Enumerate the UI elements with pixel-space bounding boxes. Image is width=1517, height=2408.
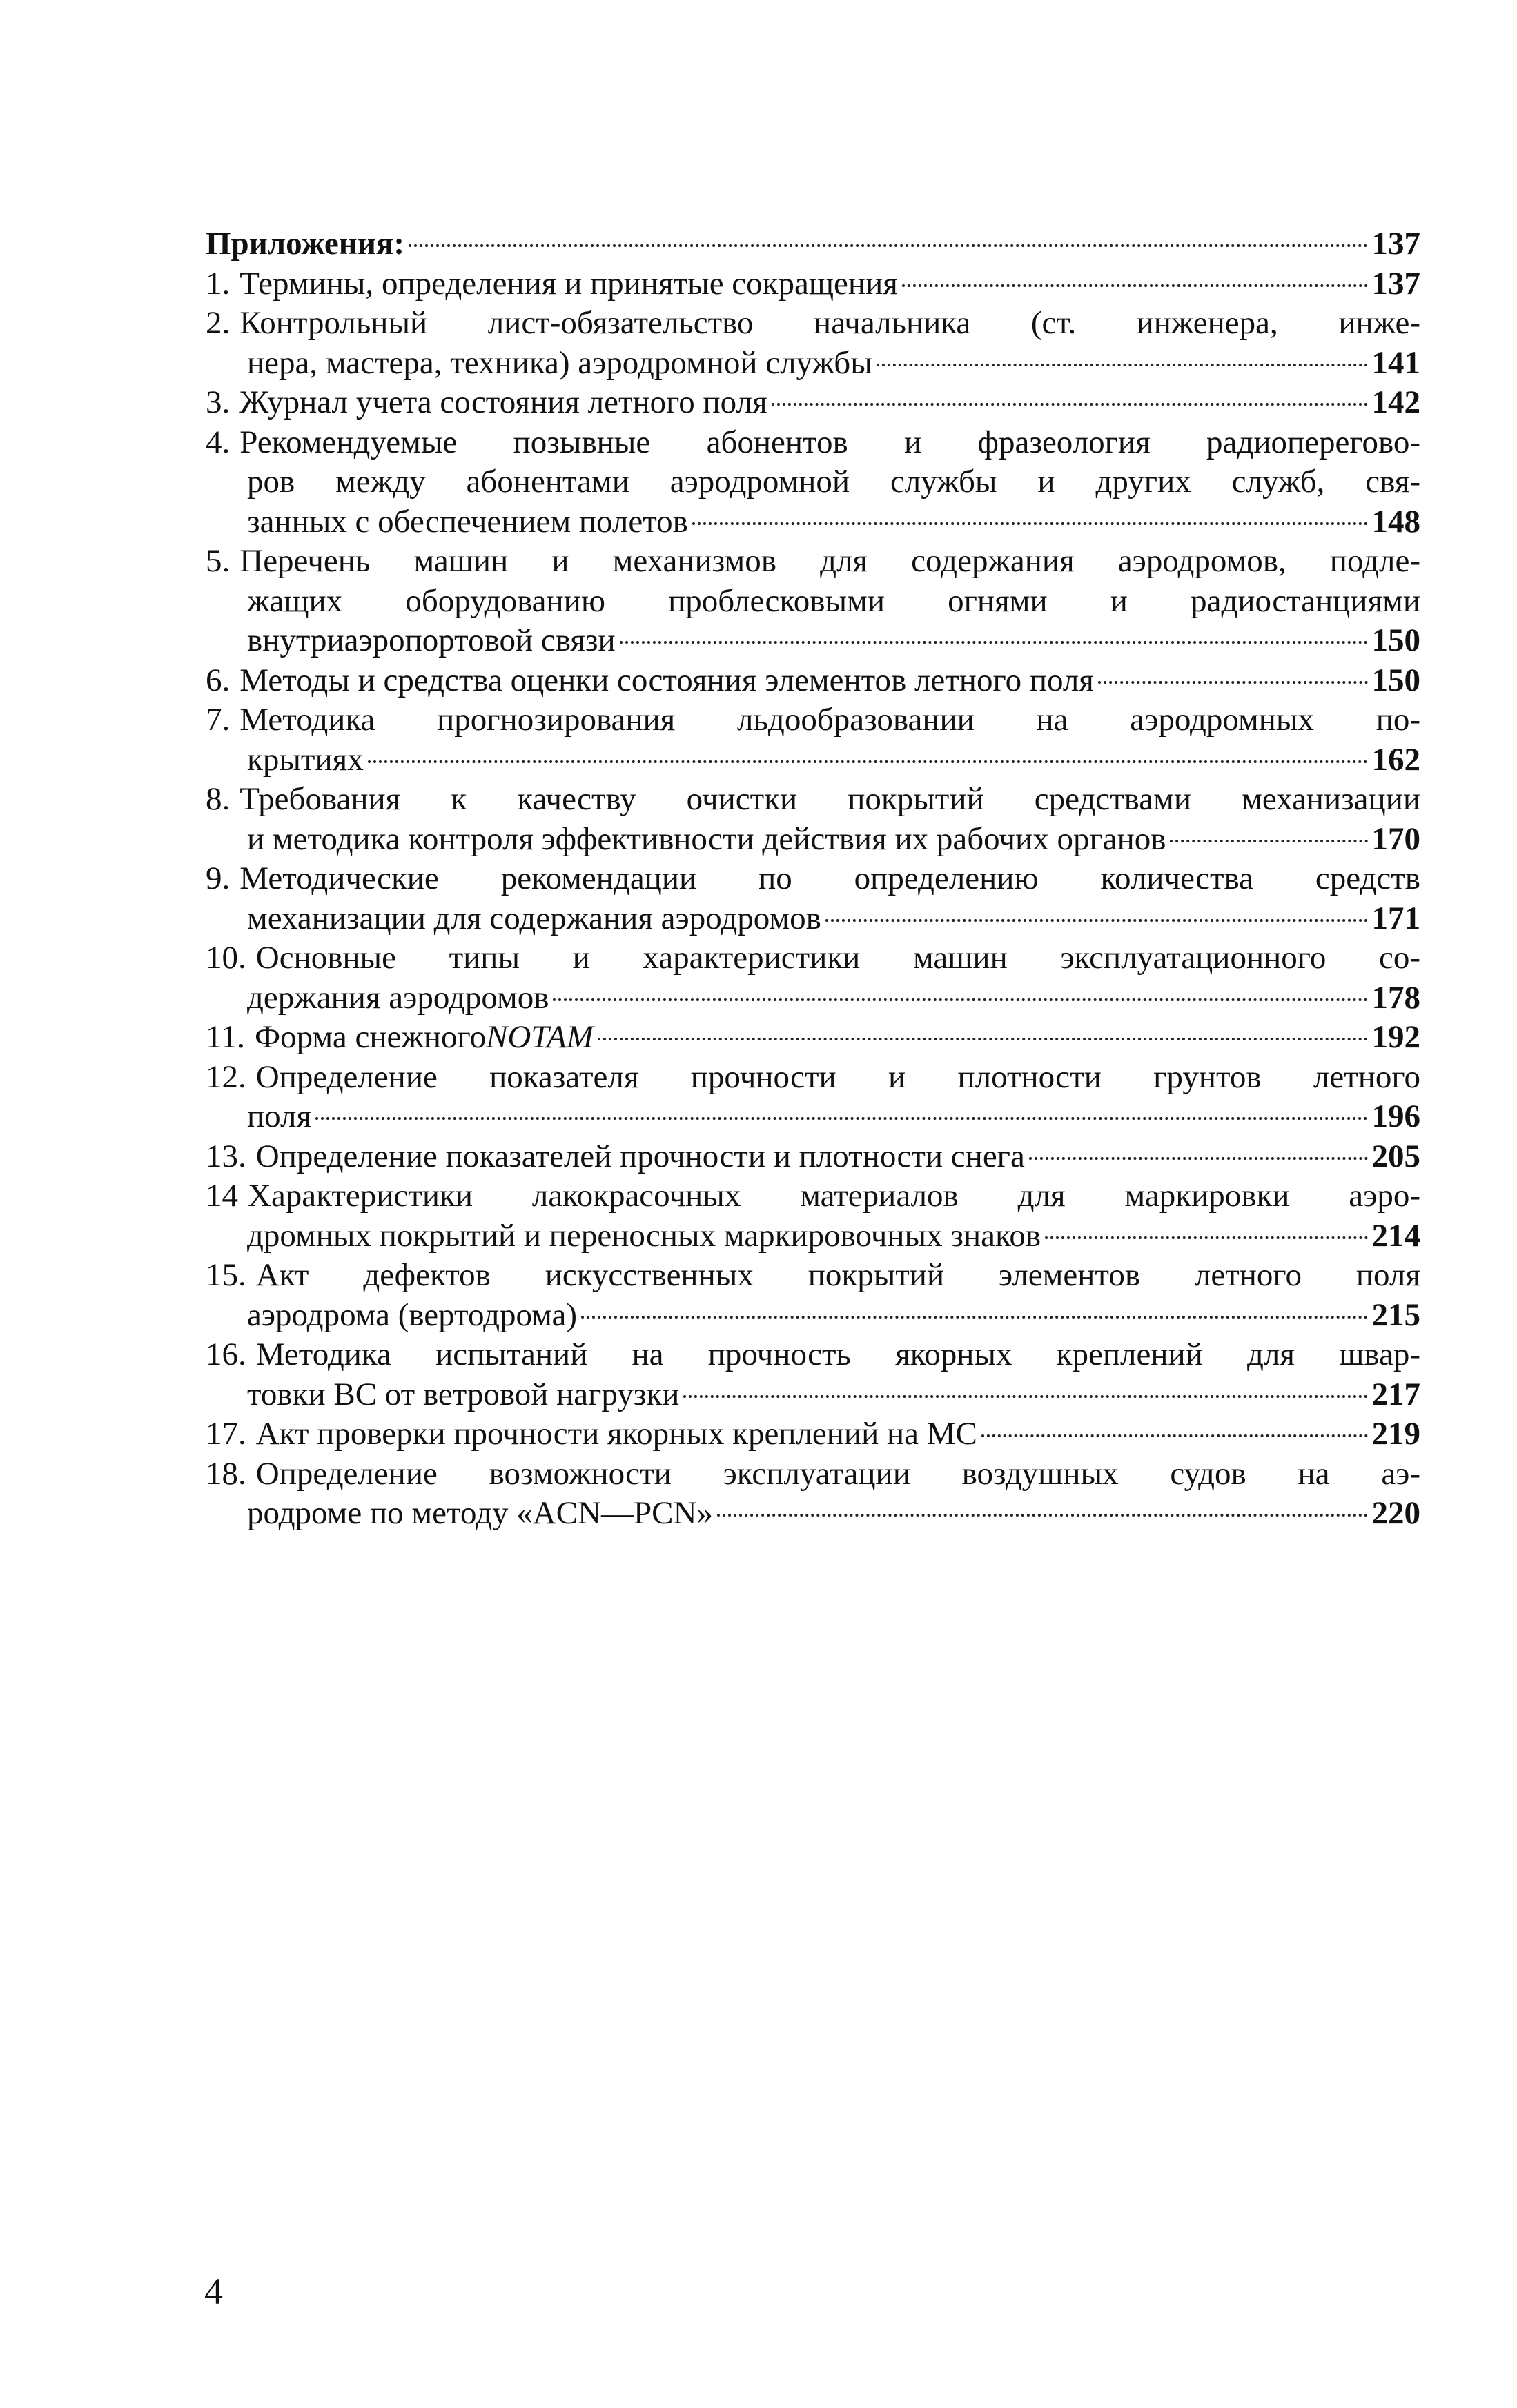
dot-leader: [1098, 681, 1368, 684]
toc-entry-page: 150: [1371, 622, 1420, 658]
toc-entry-page: 142: [1371, 384, 1420, 420]
toc-entry-text: жащих оборудованию проблесковыми огнями и радиостанциями: [247, 582, 1420, 619]
toc-entry-text: держания аэродромов: [247, 979, 549, 1016]
toc-entry-number: 6.: [206, 662, 231, 698]
dot-leader: [620, 641, 1368, 644]
toc-entry-number: 5.: [206, 543, 231, 579]
toc-entry: [206, 1454, 1420, 1534]
toc-entry: [206, 1414, 1420, 1454]
dot-leader: [683, 1395, 1367, 1398]
toc-entry-last-line: [206, 1414, 1420, 1454]
toc-entry-last-line: [206, 1494, 1420, 1534]
toc-entry-line: [206, 780, 1420, 820]
toc-entry-line: [206, 542, 1420, 582]
toc-entry-number: 3.: [206, 384, 231, 420]
toc-entry: [206, 700, 1420, 780]
toc-entry-last-line: [206, 978, 1420, 1018]
dot-leader: [902, 284, 1368, 287]
toc-entry-page: 219: [1371, 1416, 1420, 1452]
dot-leader: [981, 1434, 1368, 1437]
toc-entry-last-line: [206, 502, 1420, 542]
toc-entry-number: 1.: [206, 265, 231, 302]
toc-heading-page: 137: [1371, 226, 1420, 261]
toc-entry-line: [206, 462, 1420, 502]
toc-entry-page: 178: [1371, 979, 1420, 1016]
toc-entry: [206, 859, 1420, 938]
toc-entry-last-line: [206, 383, 1420, 423]
toc-entry-page: 170: [1371, 820, 1420, 857]
toc-entry-text: Форма снежного: [255, 1019, 487, 1055]
toc-entry: [206, 1137, 1420, 1177]
dot-leader: [598, 1038, 1368, 1040]
toc-entry-text: Акт дефектов искусственных покрытий элементов летного поля: [255, 1257, 1420, 1293]
toc-entry-number: 9.: [206, 860, 231, 896]
page-number: 4: [204, 2271, 223, 2312]
toc-entry-number: 10.: [206, 940, 246, 976]
dot-leader: [409, 244, 1367, 247]
toc-entry-last-line: [206, 1216, 1420, 1256]
dot-leader: [825, 919, 1368, 922]
toc-entry-text: Определение показателей прочности и плотности снега: [255, 1138, 1025, 1174]
toc-entry-last-line: [206, 264, 1420, 304]
toc-entry: [206, 1256, 1420, 1335]
toc-entry-page: 220: [1371, 1495, 1420, 1531]
toc-entry-text: Определение показателя прочности и плотности грунтов летного: [255, 1058, 1420, 1095]
toc-entry-last-line: [206, 621, 1420, 661]
toc-entry-text: Методика прогнозирования льдообразовании на аэродромных по-: [239, 702, 1420, 738]
dot-leader: [553, 998, 1367, 1001]
toc-entry-text: занных с обеспечением полетов: [247, 503, 688, 540]
toc-entry-text: Методика испытаний на прочность якорных креплений для швар-: [255, 1336, 1420, 1372]
toc-entry-text: Перечень машин и механизмов для содержания аэродромов, подле-: [239, 543, 1420, 579]
toc-entry-number: 17.: [206, 1416, 246, 1452]
toc-entry-last-line: [206, 661, 1420, 701]
toc-entry-text: товки ВС от ветровой нагрузки: [247, 1376, 680, 1412]
toc-entry-page: 137: [1371, 265, 1420, 302]
toc-entry-text: Основные типы и характеристики машин эксплуатационного со-: [255, 940, 1420, 976]
toc-entry: [206, 661, 1420, 701]
dot-leader: [1029, 1157, 1368, 1160]
toc-entry: [206, 304, 1420, 383]
toc-entry: [206, 383, 1420, 423]
toc-entry: [206, 264, 1420, 304]
toc-entry-last-line: [206, 1137, 1420, 1177]
toc-entry-last-line: [206, 1296, 1420, 1336]
toc-entry-italic-text: NOTAM: [486, 1019, 594, 1055]
toc-entry: [206, 542, 1420, 661]
toc-entry-text: Журнал учета состояния летного поля: [239, 384, 767, 420]
toc-entries: [206, 264, 1420, 1534]
toc-entry-line: [206, 859, 1420, 899]
toc-entry-page: 162: [1371, 741, 1420, 778]
toc-entry-line: [206, 1058, 1420, 1098]
toc-entry-number: 13.: [206, 1138, 246, 1174]
toc-entry-text: механизации для содержания аэродромов: [247, 900, 821, 936]
toc-entry-text: Контрольный лист-обязательство начальника (ст. инженера, инже-: [239, 305, 1420, 341]
toc-entry-number: 18.: [206, 1455, 246, 1492]
toc-entry-page: 217: [1371, 1376, 1420, 1412]
toc-entry-text: Определение возможности эксплуатации воздушных судов на аэ-: [255, 1455, 1420, 1492]
toc-entry-line: [206, 700, 1420, 740]
toc-entry-number: 11.: [206, 1019, 246, 1055]
toc-heading: [206, 224, 1420, 264]
toc-entry-last-line: [206, 344, 1420, 384]
toc-entry-last-line: [206, 820, 1420, 860]
dot-leader: [368, 760, 1368, 763]
dot-leader: [772, 403, 1368, 406]
dot-leader: [581, 1316, 1367, 1319]
toc-entry-page: 141: [1371, 344, 1420, 381]
toc-entry-text: и методика контроля эффективности действия их рабочих органов: [247, 820, 1166, 857]
dot-leader: [877, 364, 1368, 366]
toc-entry: [206, 1018, 1420, 1058]
toc-entry-number: 16.: [206, 1336, 246, 1372]
toc-entry-line: [206, 582, 1420, 622]
toc-entry-text: родроме по методу «ACN—PCN»: [247, 1495, 713, 1531]
toc-entry-page: 196: [1371, 1098, 1420, 1134]
toc-entry-text: ров между абонентами аэродромной службы и других служб, свя-: [247, 464, 1420, 500]
toc-entry-number: 12.: [206, 1058, 246, 1095]
toc-entry: [206, 938, 1420, 1018]
toc-entry-page: 192: [1371, 1019, 1420, 1055]
toc-entry-text: поля: [247, 1098, 312, 1134]
toc-entry-line: [206, 423, 1420, 463]
toc-entry-page: 171: [1371, 900, 1420, 936]
toc-entry-text: Характеристики лакокрасочных материалов для маркировки аэро-: [248, 1178, 1420, 1214]
toc-entry-page: 205: [1371, 1138, 1420, 1174]
toc-entry-line: [206, 938, 1420, 978]
toc-entry-text: внутриаэропортовой связи: [247, 622, 616, 658]
dot-leader: [692, 522, 1368, 525]
toc-entry-text: дромных покрытий и переносных маркировочных знаков: [247, 1217, 1041, 1254]
toc-entry-last-line: [206, 1018, 1420, 1058]
table-of-contents: [206, 224, 1420, 1534]
toc-entry-text: нера, мастера, техника) аэродромной службы: [247, 344, 872, 381]
dot-leader: [1170, 840, 1367, 842]
toc-entry-page: 150: [1371, 662, 1420, 698]
toc-entry-number: 2.: [206, 305, 231, 341]
toc-entry: [206, 1335, 1420, 1414]
toc-entry-page: 148: [1371, 503, 1420, 540]
toc-entry-last-line: [206, 1375, 1420, 1415]
toc-entry-last-line: [206, 899, 1420, 939]
dot-leader: [1045, 1236, 1367, 1239]
toc-entry: [206, 1058, 1420, 1137]
toc-entry-text: Методы и средства оценки состояния элементов летного поля: [239, 662, 1094, 698]
toc-entry-line: [206, 1335, 1420, 1375]
toc-entry: [206, 1176, 1420, 1256]
toc-entry-number: 15.: [206, 1257, 246, 1293]
toc-entry-number: 14: [206, 1178, 238, 1214]
toc-entry-line: [206, 1454, 1420, 1494]
toc-entry-last-line: [206, 740, 1420, 780]
dot-leader: [717, 1514, 1368, 1517]
toc-entry: [206, 423, 1420, 542]
toc-entry-number: 4.: [206, 424, 231, 460]
toc-entry-line: [206, 1256, 1420, 1296]
toc-entry: [206, 780, 1420, 859]
toc-entry-number: 7.: [206, 702, 231, 738]
dot-leader: [315, 1117, 1367, 1120]
toc-entry-text: Требования к качеству очистки покрытий средствами механизации: [239, 781, 1420, 817]
toc-entry-number: 8.: [206, 781, 231, 817]
toc-heading-text: Приложения:: [206, 226, 405, 261]
toc-entry-text: Акт проверки прочности якорных креплений на МС: [255, 1416, 977, 1452]
toc-entry-text: Методические рекомендации по определению количества средств: [239, 860, 1420, 896]
toc-entry-text: Рекомендуемые позывные абонентов и фразеология радиоперегово-: [239, 424, 1420, 460]
toc-entry-text: Термины, определения и принятые сокращения: [239, 265, 898, 302]
toc-entry-text: аэродрома (вертодрома): [247, 1296, 578, 1333]
toc-entry-text: крытиях: [247, 741, 364, 778]
toc-entry-last-line: [206, 1097, 1420, 1137]
toc-entry-line: [206, 1176, 1420, 1216]
toc-entry-page: 215: [1371, 1296, 1420, 1333]
toc-entry-page: 214: [1371, 1217, 1420, 1254]
toc-entry-line: [206, 304, 1420, 344]
